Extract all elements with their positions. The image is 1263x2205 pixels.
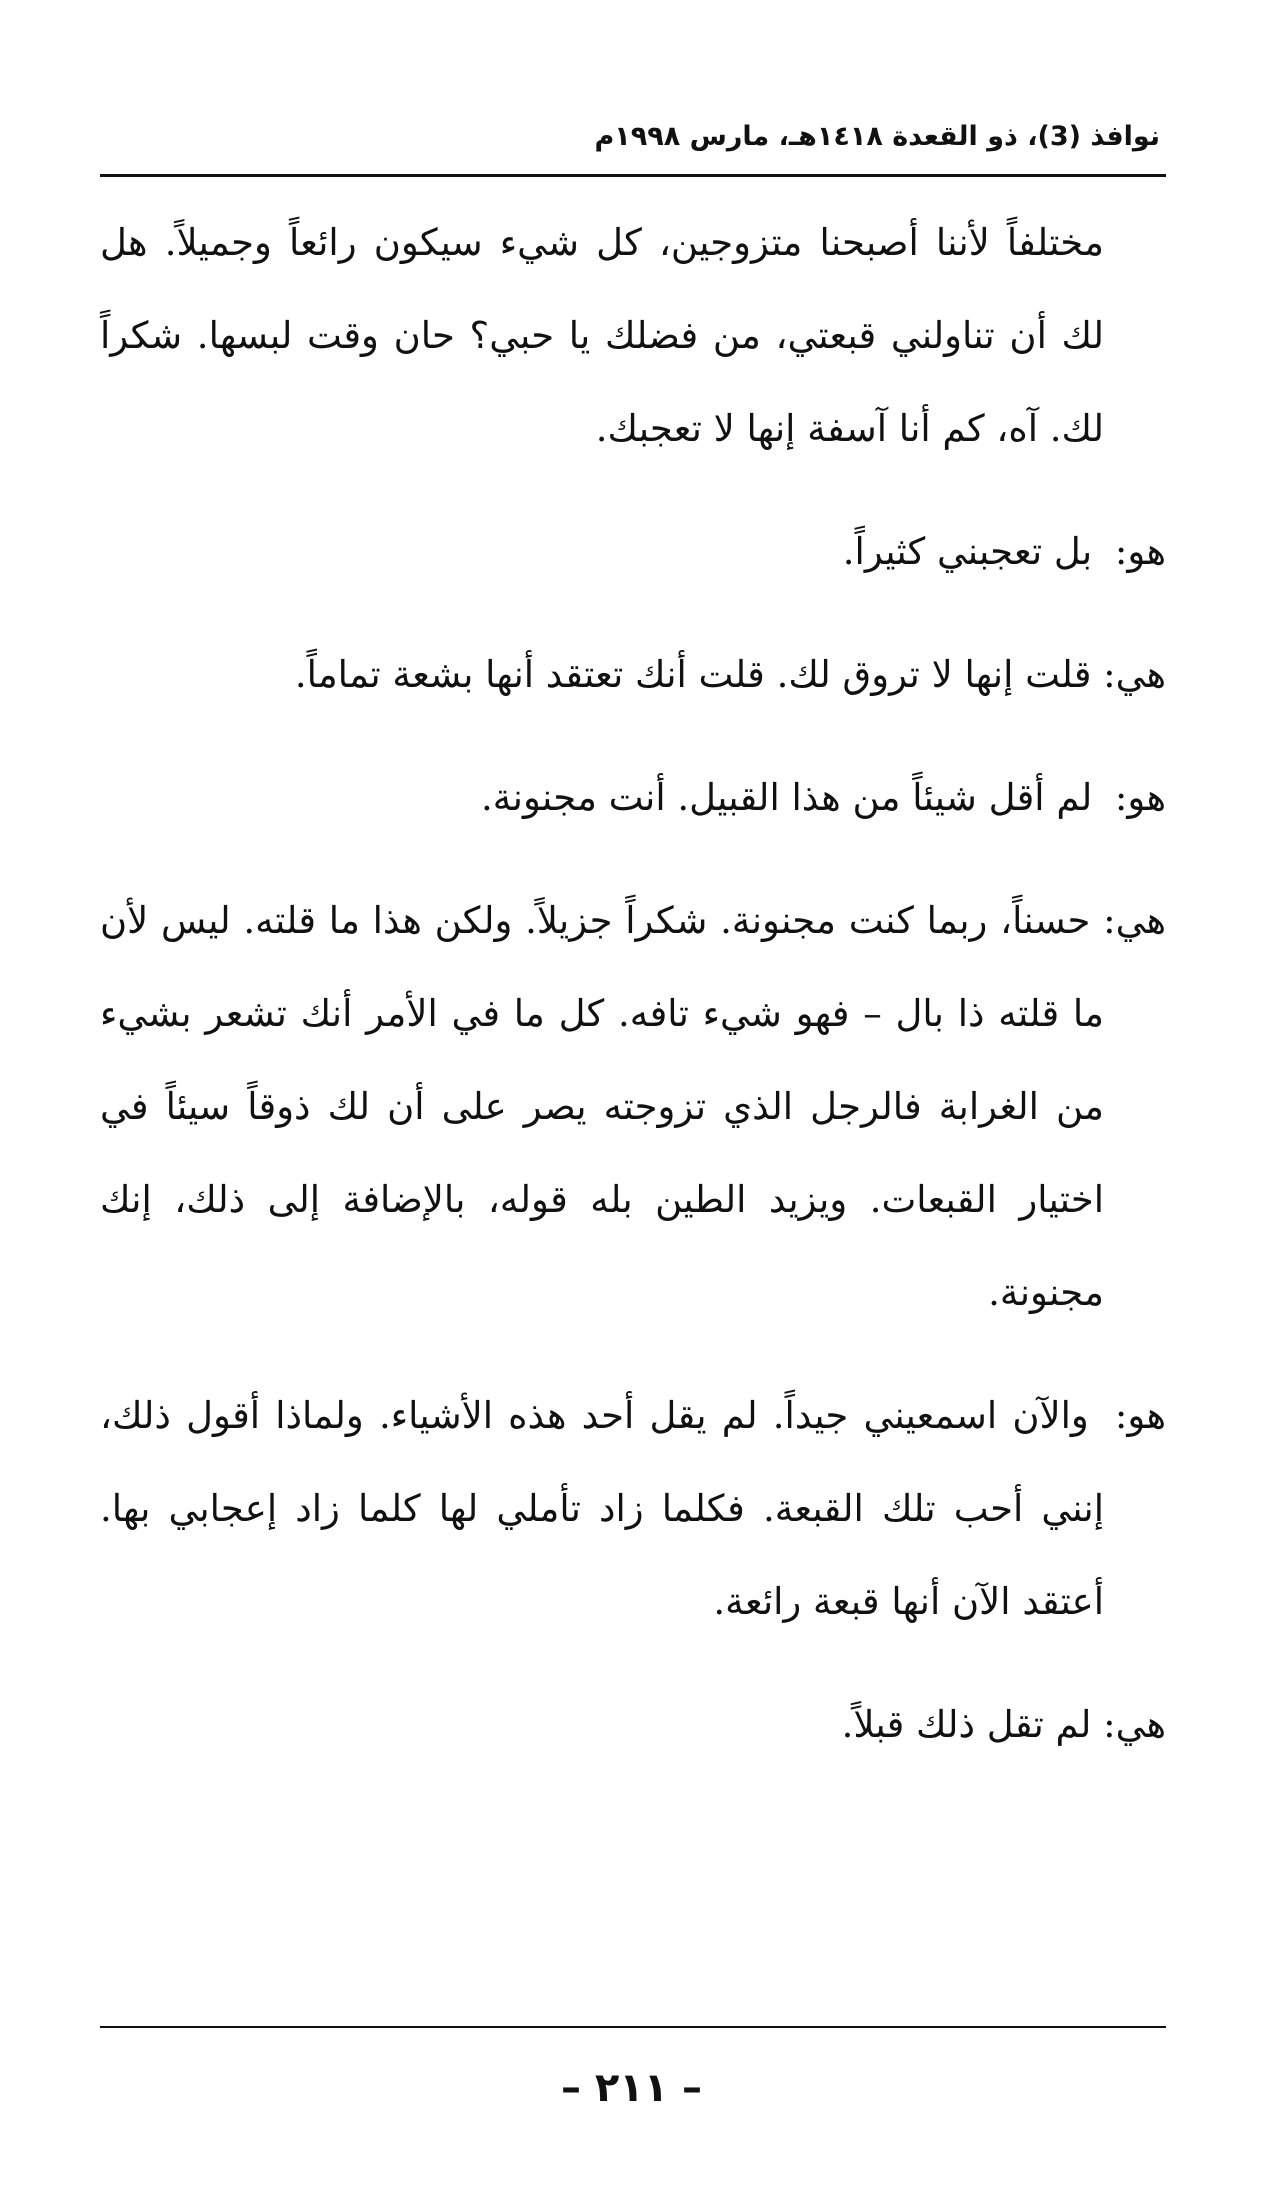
dialogue-line xyxy=(100,751,1166,844)
paragraph-continuation xyxy=(100,196,1166,475)
footer-divider xyxy=(100,2026,1166,2028)
running-header: نوافذ (3)، ذو القعدة ١٤١٨هـ، مارس ١٩٩٨م xyxy=(594,121,1160,152)
paragraph-text: مختلفاً لأننا أصبحنا متزوجين، كل شيء سيكون رائعاً وجميلاً. هل لك أن تناولني قبعتي، من فضلك يا حبي؟ حان وقت لبسها. شكراً لك. آه، كم أنا آسفة إنها لا تعجبك. xyxy=(100,221,1104,450)
dialogue-text: لم تقل ذلك قبلاً. xyxy=(841,1703,1092,1746)
dialogue-text: والآن اسمعيني جيداً. لم يقل أحد هذه الأشياء. ولماذا أقول ذلك، إنني أحب تلك القبعة. فكلما زاد تأملي لها كلما زاد إعجابي بها. أعتقد الآن أنها قبعة رائعة. xyxy=(100,1394,1104,1623)
dialogue-text: حسناً، ربما كنت مجنونة. شكراً جزيلاً. ولكن هذا ما قلته. ليس لأن ما قلته ذا بال – فهو شيء تافه. كل ما في الأمر أنك تشعر بشيء من الغرابة فالرجل الذي تزوجته يصر على أن لك ذوقاً سيئاً في اختيار القبعات. ويزيد الطين بله قوله، بالإضافة إلى ذلك، إنك مجنونة. xyxy=(100,899,1104,1314)
header-divider xyxy=(100,174,1166,177)
dialogue-text: بل تعجبني كثيراً. xyxy=(842,530,1093,573)
speaker-label: هو: xyxy=(1114,530,1166,573)
dialogue-line xyxy=(100,505,1166,598)
speaker-label: هي: xyxy=(1103,653,1166,696)
speaker-label: هو: xyxy=(1114,776,1166,819)
speaker-label: هي: xyxy=(1103,899,1166,942)
dialogue-text: لم أقل شيئاً من هذا القبيل. أنت مجنونة. xyxy=(481,776,1093,819)
speaker-label: هو: xyxy=(1114,1394,1166,1437)
dialogue-line xyxy=(100,1678,1166,1771)
dialogue-line xyxy=(100,628,1166,721)
speaker-label: هي: xyxy=(1103,1703,1166,1746)
dialogue-line xyxy=(100,874,1166,1339)
page-number: – ٢١١ – xyxy=(560,2065,703,2111)
page-body xyxy=(100,196,1166,1771)
dialogue-line xyxy=(100,1369,1166,1648)
dialogue-text: قلت إنها لا تروق لك. قلت أنك تعتقد أنها بشعة تماماً. xyxy=(294,653,1092,696)
